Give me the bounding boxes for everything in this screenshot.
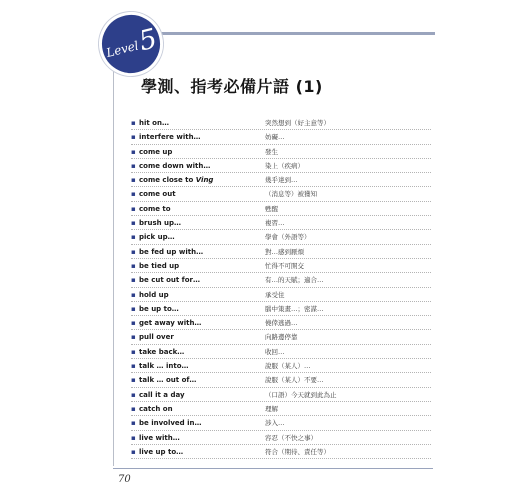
bullet-icon: ▪ <box>131 147 136 156</box>
phrase-meaning: 說服（某人）不要… <box>265 376 324 385</box>
phrase-meaning: 對…感到厭煩 <box>265 247 304 256</box>
phrase-meaning: 發生 <box>265 147 278 156</box>
bullet-icon: ▪ <box>131 404 136 413</box>
phrase-main: hold up <box>139 290 169 299</box>
phrase-main: live up to… <box>139 447 184 456</box>
phrase-main: be fed up with… <box>139 247 204 256</box>
phrase-text <box>139 116 169 130</box>
bullet-icon: ▪ <box>131 247 136 256</box>
phrase-meaning: （消息等）被獲知 <box>265 190 317 199</box>
bullet-icon: ▪ <box>131 304 136 313</box>
phrase-meaning: 容忍（不快之事） <box>265 433 317 442</box>
phrase-meaning: 忙得不可開交 <box>265 261 304 270</box>
bullet-icon: ▪ <box>131 133 136 142</box>
bullet-icon: ▪ <box>131 390 136 399</box>
phrase-row <box>131 145 431 159</box>
phrase-text <box>139 330 174 344</box>
phrase-text <box>139 288 169 302</box>
phrase-main: come close to <box>139 176 196 185</box>
phrase-meaning: 學會（外語等） <box>265 233 311 242</box>
phrase-main: talk … into… <box>139 362 189 371</box>
level-number: 5 <box>135 22 160 57</box>
bullet-icon: ▪ <box>131 290 136 299</box>
margin-rule <box>113 44 114 466</box>
phrase-main: get away with… <box>139 319 202 328</box>
phrase-row <box>131 431 431 445</box>
phrase-row <box>131 273 431 287</box>
phrase-meaning: 幾乎達到… <box>265 176 298 185</box>
phrase-meaning: 腦中策畫…；密謀… <box>265 304 324 313</box>
footer-rule <box>113 468 433 469</box>
phrase-meaning: （口語）今天就到此為止 <box>265 390 337 399</box>
phrase-text <box>139 230 175 244</box>
bullet-icon: ▪ <box>131 119 136 127</box>
phrase-row <box>131 216 431 230</box>
phrase-main: be involved in… <box>139 419 202 428</box>
phrase-row <box>131 388 431 402</box>
phrase-text <box>139 130 201 144</box>
phrase-text <box>139 159 210 173</box>
phrase-meaning: 甦醒 <box>265 204 278 213</box>
phrase-main: be up to… <box>139 304 179 313</box>
phrase-text <box>139 259 179 273</box>
phrase-main: hit on… <box>139 119 169 127</box>
phrase-row <box>131 116 431 130</box>
phrase-main: pull over <box>139 333 174 342</box>
phrase-meaning: 涉入… <box>265 419 285 428</box>
phrase-main: catch on <box>139 404 173 413</box>
phrase-main: brush up… <box>139 219 182 228</box>
phrase-text <box>139 273 200 287</box>
bullet-icon: ▪ <box>131 219 136 228</box>
phrase-main: be tied up <box>139 261 180 270</box>
phrase-main: be cut out for… <box>139 276 200 285</box>
phrase-italic: Ving <box>195 176 214 185</box>
phrase-text <box>139 416 202 430</box>
phrase-text <box>139 216 181 230</box>
phrase-row <box>131 173 431 187</box>
phrase-text <box>139 302 179 316</box>
phrase-list <box>131 116 431 459</box>
phrase-main: come up <box>139 147 173 156</box>
phrase-row <box>131 288 431 302</box>
phrase-row <box>131 202 431 216</box>
phrase-main: pick up… <box>139 233 175 242</box>
phrase-meaning: 符合（期待、責任等） <box>265 447 330 456</box>
phrase-row <box>131 245 431 259</box>
phrase-meaning: 說服（某人）… <box>265 362 311 371</box>
phrase-row <box>131 359 431 373</box>
phrase-meaning: 承受住 <box>265 290 285 299</box>
phrase-meaning: 僥倖逃過… <box>265 319 298 328</box>
phrase-row <box>131 402 431 416</box>
phrase-row <box>131 330 431 344</box>
phrase-row <box>131 187 431 201</box>
level-badge <box>92 5 170 83</box>
phrase-row <box>131 259 431 273</box>
bullet-icon: ▪ <box>131 447 136 456</box>
phrase-meaning: 妨礙… <box>265 133 285 142</box>
phrase-row <box>131 445 431 459</box>
phrase-main: interfere with… <box>139 133 201 142</box>
phrase-text <box>139 388 185 402</box>
phrase-text <box>139 345 184 359</box>
bullet-icon: ▪ <box>131 176 136 185</box>
phrase-row <box>131 230 431 244</box>
phrase-meaning: 突然想到（好主意等） <box>265 119 330 127</box>
bullet-icon: ▪ <box>131 347 136 356</box>
phrase-text <box>139 402 173 416</box>
bullet-icon: ▪ <box>131 233 136 242</box>
phrase-row <box>131 316 431 330</box>
phrase-text <box>139 202 171 216</box>
phrase-meaning: 染上（疾病） <box>265 161 304 170</box>
phrase-text <box>139 445 183 459</box>
phrase-meaning: 複習… <box>265 219 285 228</box>
phrase-main: take back… <box>139 347 185 356</box>
bullet-icon: ▪ <box>131 362 136 371</box>
phrase-main: call it a day <box>139 390 185 399</box>
phrase-meaning: 收回… <box>265 347 285 356</box>
bullet-icon: ▪ <box>131 261 136 270</box>
phrase-text <box>139 173 213 187</box>
phrase-text <box>139 245 203 259</box>
bullet-icon: ▪ <box>131 333 136 342</box>
bullet-icon: ▪ <box>131 319 136 328</box>
phrase-row <box>131 302 431 316</box>
phrase-text <box>139 373 196 387</box>
level-word: Level <box>104 38 141 60</box>
page-title: 學測、指考必備片語 (1) <box>141 77 323 96</box>
phrase-main: live with… <box>139 433 180 442</box>
phrase-text <box>139 359 189 373</box>
phrase-row <box>131 416 431 430</box>
phrase-main: come to <box>139 204 171 213</box>
phrase-row <box>131 345 431 359</box>
phrase-text <box>139 187 176 201</box>
phrase-text <box>139 145 172 159</box>
bullet-icon: ▪ <box>131 419 136 428</box>
phrase-main: come out <box>139 190 176 199</box>
phrase-main: talk … out of… <box>139 376 197 385</box>
phrase-meaning: 理解 <box>265 404 278 413</box>
bullet-icon: ▪ <box>131 276 136 285</box>
phrase-text <box>139 316 201 330</box>
header-bar <box>150 32 435 35</box>
page-number: 70 <box>118 474 131 485</box>
bullet-icon: ▪ <box>131 433 136 442</box>
phrase-row <box>131 373 431 387</box>
phrase-text <box>139 431 180 445</box>
bullet-icon: ▪ <box>131 161 136 170</box>
phrase-main: come down with… <box>139 161 211 170</box>
bullet-icon: ▪ <box>131 190 136 199</box>
phrase-meaning: 向路邊停靠 <box>265 333 298 342</box>
bullet-icon: ▪ <box>131 376 136 385</box>
phrase-meaning: 有…的天賦；適合… <box>265 276 324 285</box>
bullet-icon: ▪ <box>131 204 136 213</box>
phrase-row <box>131 159 431 173</box>
phrase-row <box>131 130 431 144</box>
